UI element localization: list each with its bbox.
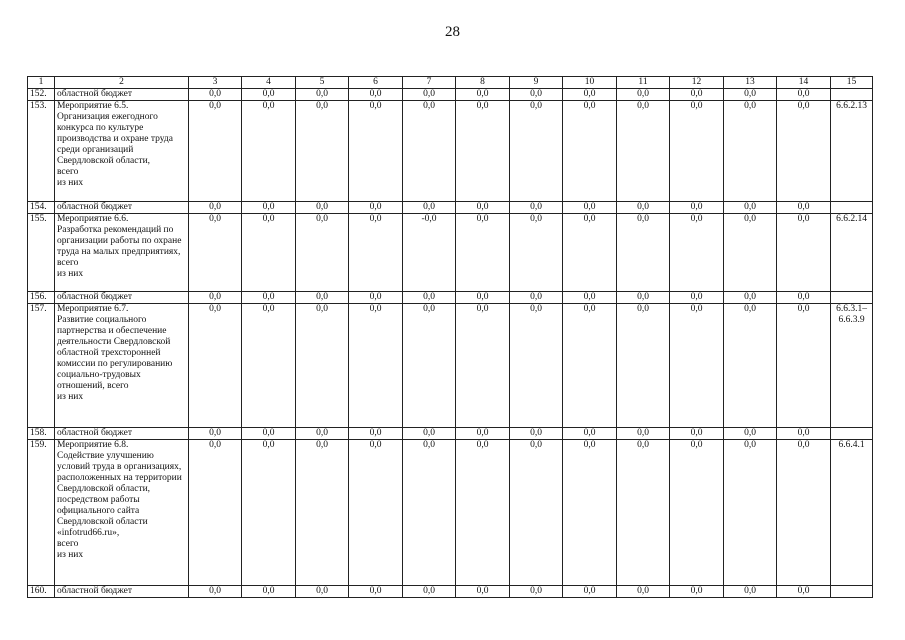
row-number: 160. — [28, 586, 55, 598]
row-code: 6.6.2.14 — [831, 214, 873, 292]
value-cell: 0,0 — [296, 214, 349, 292]
value-cell: 0,0 — [724, 428, 777, 440]
value-cell: 0,0 — [670, 214, 724, 292]
value-cell: 0,0 — [456, 586, 510, 598]
page-number: 28 — [445, 24, 460, 40]
value-cell: 0,0 — [403, 586, 456, 598]
value-cell: 0,0 — [724, 304, 777, 428]
value-cell: 0,0 — [403, 428, 456, 440]
value-cell: 0,0 — [724, 101, 777, 202]
value-cell: 0,0 — [349, 304, 403, 428]
program-table — [27, 76, 873, 598]
value-cell: 0,0 — [403, 440, 456, 586]
value-cell: 0,0 — [617, 202, 670, 214]
row-code: 6.6.2.13 — [831, 101, 873, 202]
column-header: 5 — [296, 77, 349, 89]
value-cell: 0,0 — [242, 428, 296, 440]
row-code — [831, 428, 873, 440]
value-cell: 0,0 — [189, 304, 242, 428]
column-header: 8 — [456, 77, 510, 89]
value-cell: 0,0 — [724, 89, 777, 101]
value-cell: 0,0 — [777, 304, 831, 428]
row-description: областной бюджет — [55, 202, 189, 214]
value-cell: 0,0 — [242, 292, 296, 304]
column-header: 2 — [55, 77, 189, 89]
value-cell: 0,0 — [670, 428, 724, 440]
table-row — [28, 586, 873, 598]
value-cell: 0,0 — [296, 101, 349, 202]
value-cell: 0,0 — [349, 101, 403, 202]
value-cell: 0,0 — [670, 202, 724, 214]
row-description: Мероприятие 6.7. Развитие социального партнерства и обеспечение деятельности Свердловской областной трехсторонней комиссии по регулированию социально-трудовых отношений, всего из них — [55, 304, 189, 428]
column-header: 14 — [777, 77, 831, 89]
value-cell: 0,0 — [296, 440, 349, 586]
table-row — [28, 202, 873, 214]
value-cell: 0,0 — [403, 101, 456, 202]
row-number: 155. — [28, 214, 55, 292]
value-cell: 0,0 — [296, 428, 349, 440]
row-number: 152. — [28, 89, 55, 101]
table-row — [28, 440, 873, 586]
value-cell: 0,0 — [242, 202, 296, 214]
row-description: Мероприятие 6.5. Организация ежегодного конкурса по культуре производства и охране труда среди организаций Свердловской области, всего из них — [55, 101, 189, 202]
value-cell: 0,0 — [510, 440, 563, 586]
value-cell: 0,0 — [189, 101, 242, 202]
row-number: 159. — [28, 440, 55, 586]
value-cell: 0,0 — [510, 101, 563, 202]
table-body — [28, 89, 873, 598]
value-cell: 0,0 — [563, 292, 617, 304]
value-cell: 0,0 — [456, 440, 510, 586]
value-cell: 0,0 — [724, 440, 777, 586]
value-cell: 0,0 — [563, 304, 617, 428]
value-cell: 0,0 — [189, 586, 242, 598]
value-cell: 0,0 — [777, 292, 831, 304]
value-cell: 0,0 — [563, 214, 617, 292]
value-cell: 0,0 — [777, 89, 831, 101]
value-cell: 0,0 — [777, 586, 831, 598]
value-cell: 0,0 — [242, 304, 296, 428]
value-cell: 0,0 — [670, 304, 724, 428]
value-cell: 0,0 — [349, 440, 403, 586]
column-header: 3 — [189, 77, 242, 89]
value-cell: 0,0 — [349, 292, 403, 304]
row-description: областной бюджет — [55, 586, 189, 598]
row-code — [831, 89, 873, 101]
row-number: 154. — [28, 202, 55, 214]
value-cell: 0,0 — [617, 586, 670, 598]
value-cell: 0,0 — [510, 214, 563, 292]
value-cell: 0,0 — [403, 89, 456, 101]
column-header: 11 — [617, 77, 670, 89]
column-header: 6 — [349, 77, 403, 89]
table-row — [28, 89, 873, 101]
value-cell: 0,0 — [242, 214, 296, 292]
column-header: 4 — [242, 77, 296, 89]
value-cell: 0,0 — [296, 304, 349, 428]
column-header: 7 — [403, 77, 456, 89]
value-cell: 0,0 — [456, 202, 510, 214]
value-cell: 0,0 — [724, 292, 777, 304]
row-number: 157. — [28, 304, 55, 428]
value-cell: 0,0 — [563, 202, 617, 214]
table-row — [28, 101, 873, 202]
value-cell: 0,0 — [456, 89, 510, 101]
value-cell: 0,0 — [456, 304, 510, 428]
value-cell: 0,0 — [242, 89, 296, 101]
header-row — [28, 77, 873, 89]
value-cell: 0,0 — [189, 89, 242, 101]
value-cell: 0,0 — [563, 101, 617, 202]
value-cell: 0,0 — [349, 428, 403, 440]
value-cell: 0,0 — [296, 292, 349, 304]
value-cell: 0,0 — [724, 214, 777, 292]
value-cell: 0,0 — [617, 304, 670, 428]
value-cell: 0,0 — [189, 292, 242, 304]
value-cell: 0,0 — [403, 292, 456, 304]
value-cell: 0,0 — [189, 428, 242, 440]
value-cell: 0,0 — [510, 304, 563, 428]
value-cell: 0,0 — [563, 89, 617, 101]
value-cell: 0,0 — [670, 440, 724, 586]
row-description: Мероприятие 6.8. Содействие улучшению условий труда в организациях, расположенных на территории Свердловской области, посредством работы официального сайта Свердловской области «infotrud66.ru», всего из них — [55, 440, 189, 586]
value-cell: 0,0 — [670, 292, 724, 304]
value-cell: 0,0 — [349, 586, 403, 598]
row-description: областной бюджет — [55, 428, 189, 440]
row-code — [831, 586, 873, 598]
value-cell: 0,0 — [563, 440, 617, 586]
row-description: Мероприятие 6.6. Разработка рекомендаций по организации работы по охране труда на малых предприятиях, всего из них — [55, 214, 189, 292]
row-description: областной бюджет — [55, 89, 189, 101]
value-cell: -0,0 — [403, 214, 456, 292]
value-cell: 0,0 — [189, 440, 242, 586]
value-cell: 0,0 — [456, 101, 510, 202]
value-cell: 0,0 — [777, 202, 831, 214]
value-cell: 0,0 — [670, 586, 724, 598]
column-header: 1 — [28, 77, 55, 89]
row-code — [831, 202, 873, 214]
row-code: 6.6.4.1 — [831, 440, 873, 586]
value-cell: 0,0 — [670, 101, 724, 202]
value-cell: 0,0 — [724, 586, 777, 598]
row-code: 6.6.3.1– 6.6.3.9 — [831, 304, 873, 428]
value-cell: 0,0 — [724, 202, 777, 214]
value-cell: 0,0 — [456, 428, 510, 440]
value-cell: 0,0 — [296, 586, 349, 598]
column-header: 10 — [563, 77, 617, 89]
value-cell: 0,0 — [777, 428, 831, 440]
value-cell: 0,0 — [296, 202, 349, 214]
value-cell: 0,0 — [563, 428, 617, 440]
value-cell: 0,0 — [510, 428, 563, 440]
value-cell: 0,0 — [617, 89, 670, 101]
value-cell: 0,0 — [242, 586, 296, 598]
value-cell: 0,0 — [510, 586, 563, 598]
value-cell: 0,0 — [189, 214, 242, 292]
value-cell: 0,0 — [242, 440, 296, 586]
value-cell: 0,0 — [242, 101, 296, 202]
value-cell: 0,0 — [403, 304, 456, 428]
value-cell: 0,0 — [617, 101, 670, 202]
value-cell: 0,0 — [617, 292, 670, 304]
row-number: 158. — [28, 428, 55, 440]
value-cell: 0,0 — [777, 101, 831, 202]
value-cell: 0,0 — [670, 89, 724, 101]
value-cell: 0,0 — [349, 89, 403, 101]
column-header: 12 — [670, 77, 724, 89]
value-cell: 0,0 — [189, 202, 242, 214]
value-cell: 0,0 — [349, 214, 403, 292]
value-cell: 0,0 — [456, 292, 510, 304]
row-description: областной бюджет — [55, 292, 189, 304]
table-row — [28, 214, 873, 292]
value-cell: 0,0 — [510, 292, 563, 304]
table-row — [28, 304, 873, 428]
value-cell: 0,0 — [403, 202, 456, 214]
column-header: 15 — [831, 77, 873, 89]
value-cell: 0,0 — [777, 214, 831, 292]
value-cell: 0,0 — [777, 440, 831, 586]
row-number: 153. — [28, 101, 55, 202]
column-header: 9 — [510, 77, 563, 89]
column-header: 13 — [724, 77, 777, 89]
value-cell: 0,0 — [510, 202, 563, 214]
value-cell: 0,0 — [617, 214, 670, 292]
value-cell: 0,0 — [617, 428, 670, 440]
value-cell: 0,0 — [563, 586, 617, 598]
row-code — [831, 292, 873, 304]
value-cell: 0,0 — [296, 89, 349, 101]
value-cell: 0,0 — [349, 202, 403, 214]
value-cell: 0,0 — [510, 89, 563, 101]
value-cell: 0,0 — [456, 214, 510, 292]
row-number: 156. — [28, 292, 55, 304]
table-row — [28, 292, 873, 304]
table-row — [28, 428, 873, 440]
value-cell: 0,0 — [617, 440, 670, 586]
